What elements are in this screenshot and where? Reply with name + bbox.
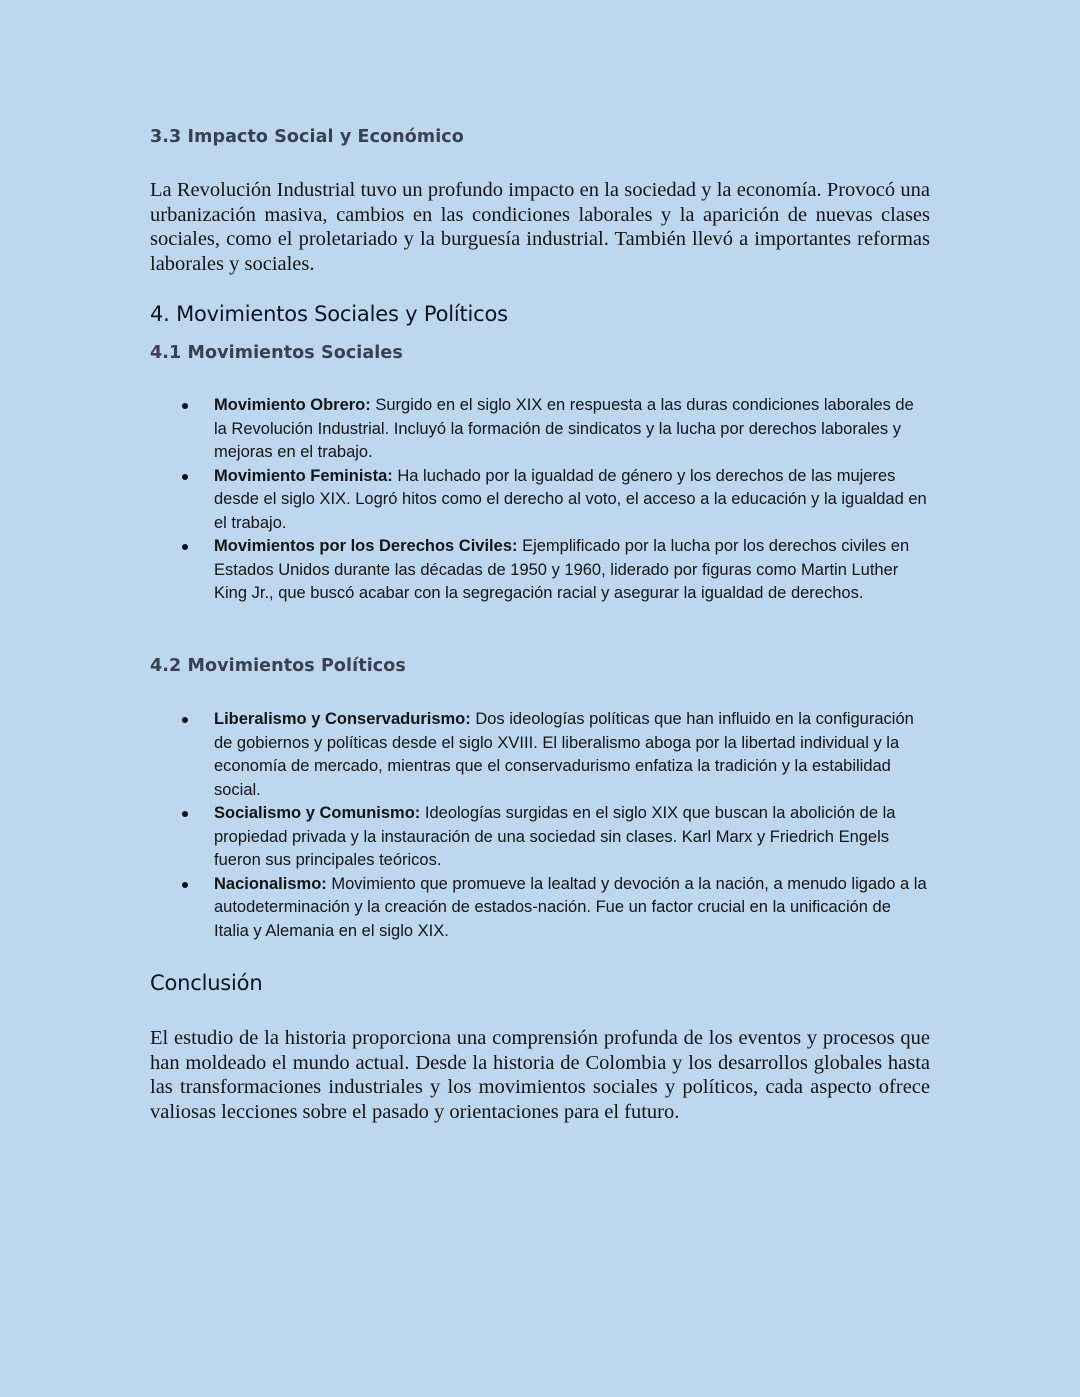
- list-item-title: Liberalismo y Conservadurismo:: [214, 710, 471, 728]
- bullet-icon: [182, 403, 188, 409]
- section-3-3-heading: 3.3 Impacto Social y Económico: [150, 127, 464, 147]
- section-4-2-heading: 4.2 Movimientos Políticos: [150, 656, 406, 676]
- list-item: [150, 873, 930, 944]
- list-item-text: Ejemplificado por la lucha por los derechos civiles en Estados Unidos durante las décadas de 1950 y 1960, liderado por figuras como Martin Luther King Jr., que buscó acabar con la segregación racial y asegurar la igualdad de derechos.: [214, 537, 910, 602]
- list-item-text: Ha luchado por la igualdad de género y los derechos de las mujeres desde el siglo XIX. Logró hitos como el derecho al voto, el acceso a la educación y la igualdad en el trabajo.: [214, 466, 927, 532]
- list-item-text: Surgido en el siglo XIX en respuesta a las duras condiciones laborales de la Revolución Industrial. Incluyó la formación de sindicatos y la lucha por derechos laborales y mejoras en el trabajo.: [214, 396, 914, 461]
- list-item-title: Socialismo y Comunismo:: [214, 804, 421, 822]
- bullet-icon: [182, 544, 188, 550]
- section-4-1-heading: 4.1 Movimientos Sociales: [150, 343, 403, 363]
- list-item: [150, 802, 930, 873]
- section-3-3-paragraph: La Revolución Industrial tuvo un profundo impacto en la sociedad y la economía. Provocó una urbanización masiva, cambios en las condiciones laborales y la aparición de nuevas clases sociales, como el proletariado y la burguesía industrial. También llevó a importantes reformas laborales y sociales.: [150, 179, 930, 275]
- conclusion-paragraph: El estudio de la historia proporciona una comprensión profunda de los eventos y procesos que han moldeado el mundo actual. Desde la historia de Colombia y los desarrollos globales hasta las transformaciones industriales y los movimientos sociales y políticos, cada aspecto ofrece valiosas lecciones sobre el pasado y orientaciones para el futuro.: [150, 1027, 930, 1123]
- list-item: [150, 394, 930, 465]
- list-item: [150, 708, 930, 802]
- list-item: [150, 535, 930, 606]
- bullet-icon: [182, 474, 188, 480]
- section-4-heading: 4. Movimientos Sociales y Políticos: [150, 302, 508, 326]
- political-movements-list: [150, 708, 930, 943]
- list-item-text: Dos ideologías políticas que han influido en la configuración de gobiernos y políticas desde el siglo XVIII. El liberalismo aboga por la libertad individual y la economía de mercado, mientras que el conservadurismo enfatiza la tradición y la estabilidad social.: [214, 710, 914, 799]
- social-movements-list: [150, 394, 930, 606]
- bullet-icon: [182, 717, 188, 723]
- list-item-title: Movimiento Feminista:: [214, 466, 393, 485]
- list-item-text: Ideologías surgidas en el siglo XIX que buscan la abolición de la propiedad privada y la instauración de una sociedad sin clases. Karl Marx y Friedrich Engels fueron sus principales teóricos.: [214, 804, 896, 869]
- bullet-icon: [182, 882, 188, 888]
- conclusion-heading: Conclusión: [150, 971, 263, 995]
- list-item-title: Nacionalismo:: [214, 874, 327, 893]
- list-item-text: Movimiento que promueve la lealtad y devoción a la nación, a menudo ligado a la autodeterminación y la creación de estados-nación. Fue un factor crucial en la unificación de Italia y Alemania en el siglo XIX.: [214, 874, 927, 940]
- list-item-title: Movimientos por los Derechos Civiles:: [214, 537, 518, 555]
- bullet-icon: [182, 811, 188, 817]
- list-item: [150, 465, 930, 536]
- list-item-title: Movimiento Obrero:: [214, 396, 371, 414]
